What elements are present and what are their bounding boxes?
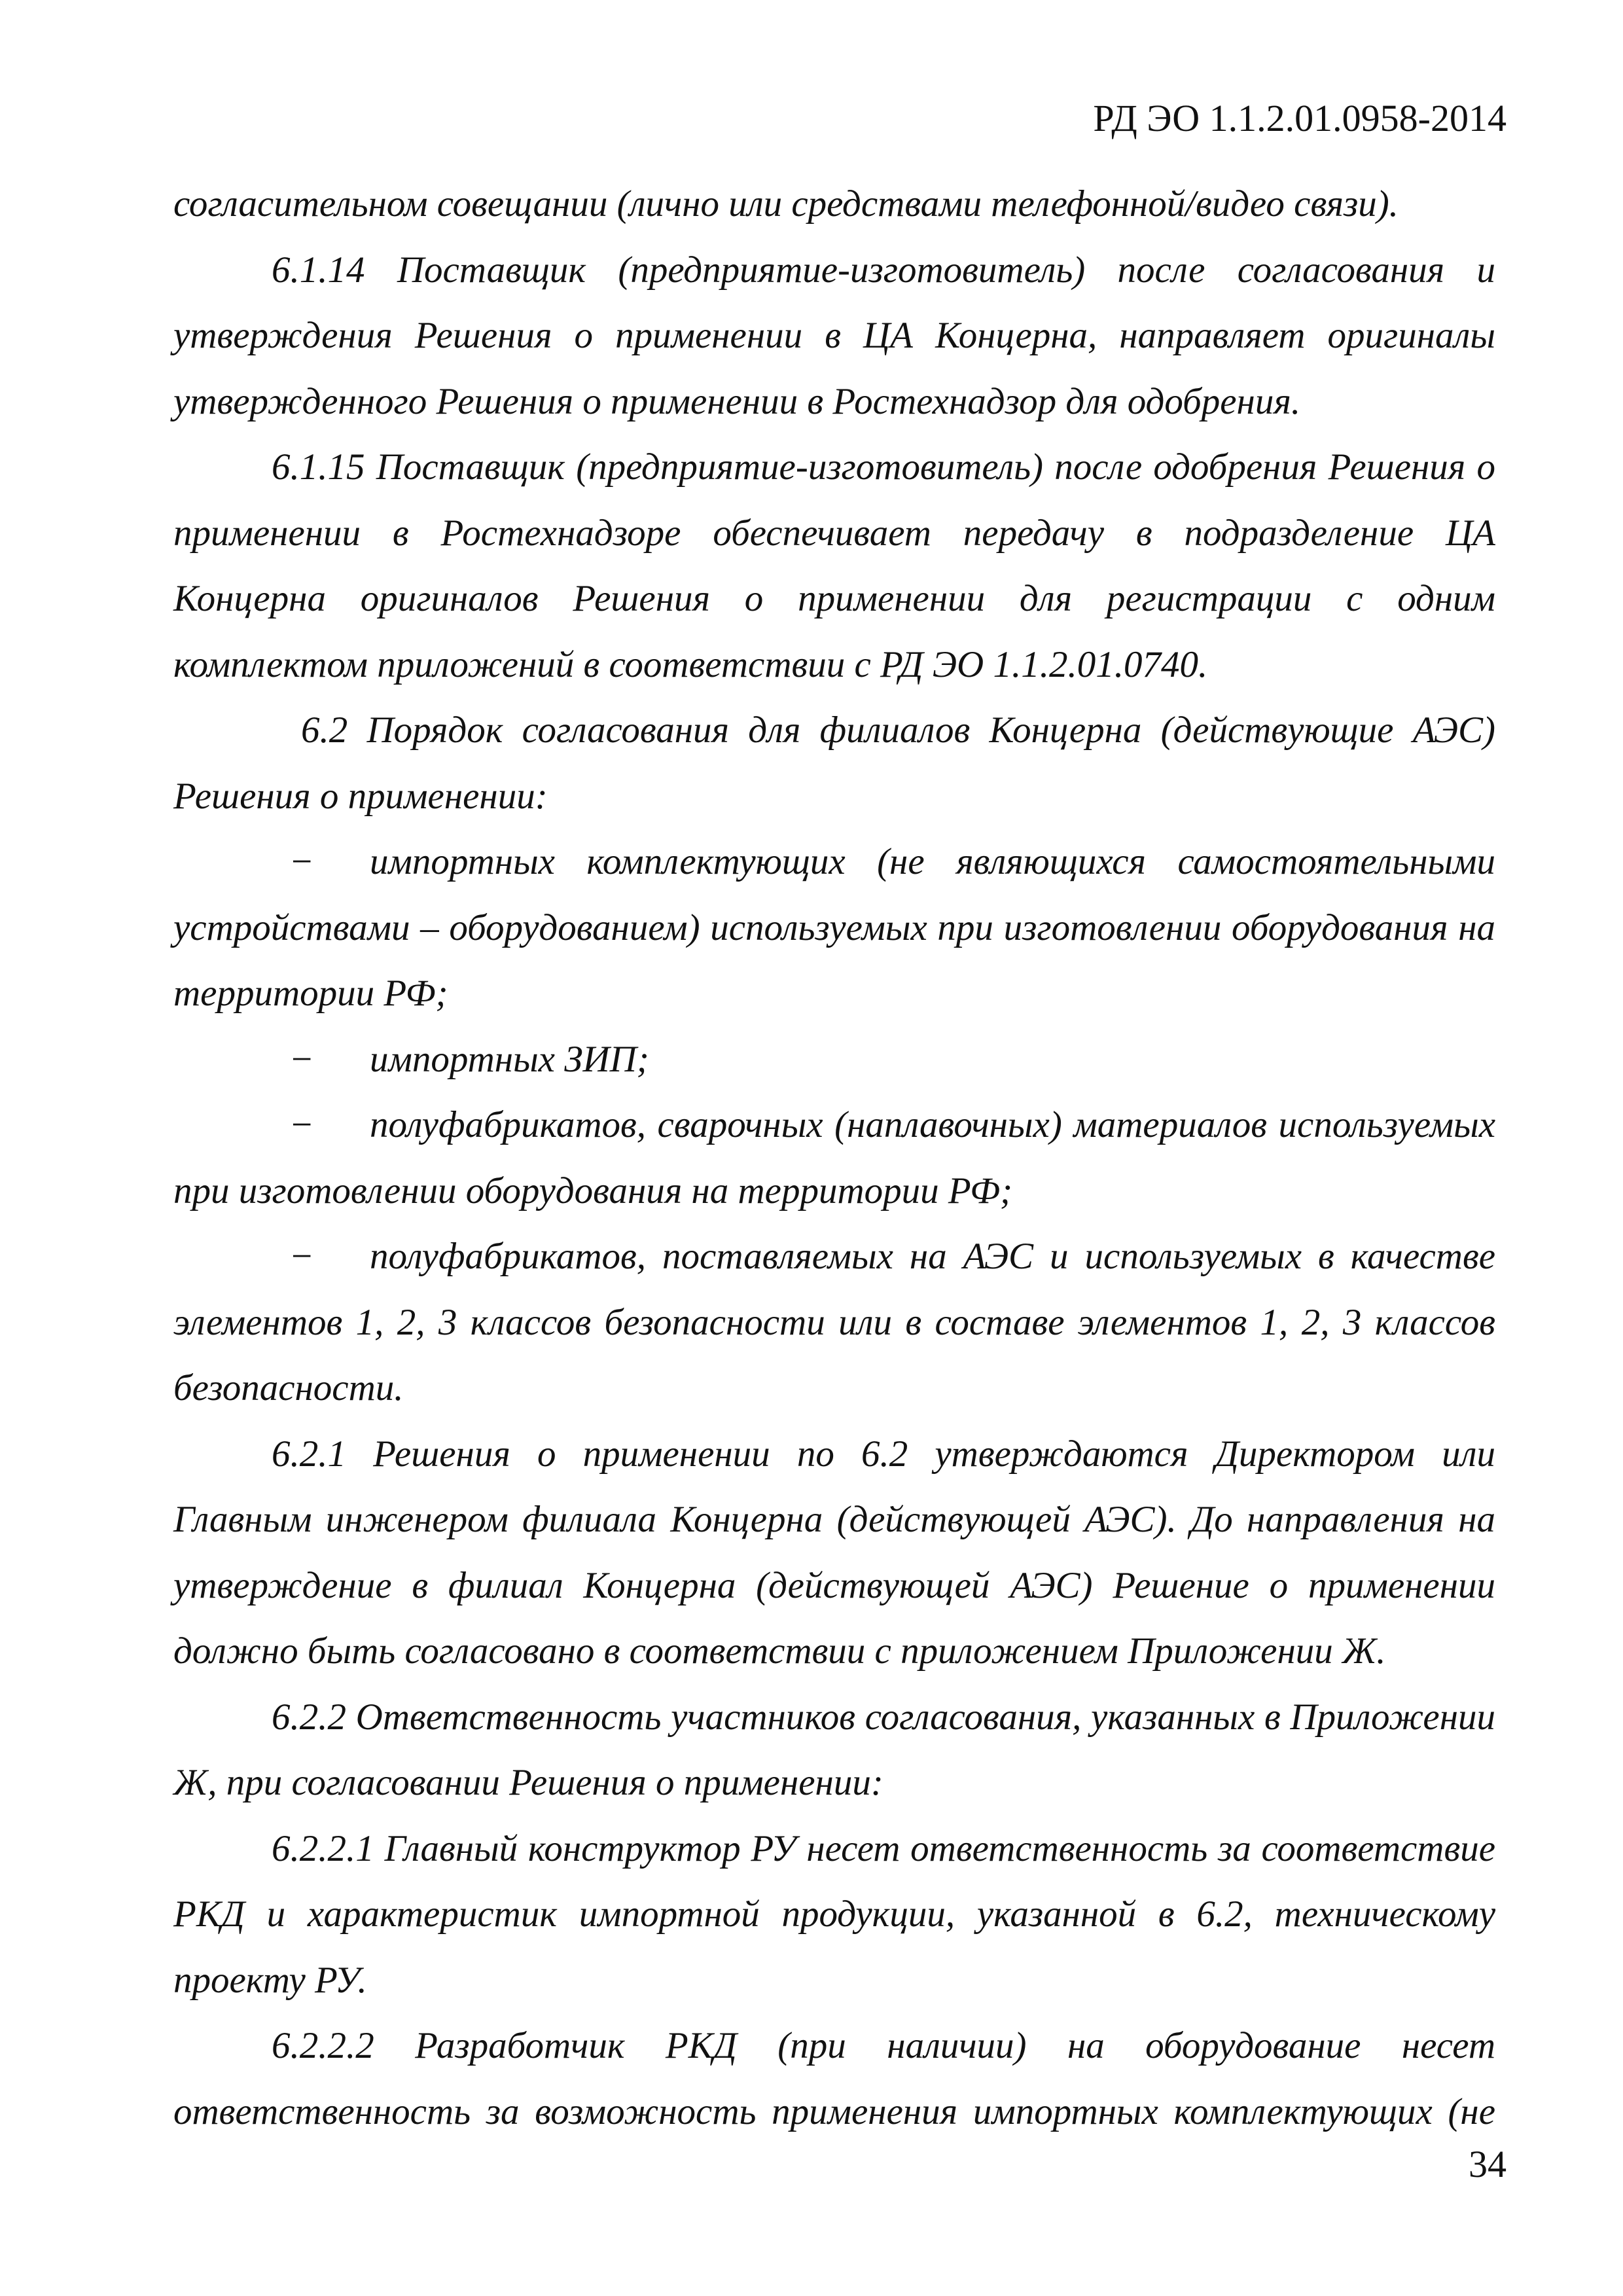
list-item-imported-components — [173, 829, 1495, 1027]
paragraph-6-1-14: 6.1.14 Поставщик (предприятие-изготовитель) после согласования и утверждения Решения о применении в ЦА Концерна, направляет оригиналы утвержденного Решения о применении в Ростехнадзор для одобрения. — [173, 249, 1495, 422]
paragraph-6-2-1: 6.2.1 Решения о применении по 6.2 утверждаются Директором или Главным инженером филиала Концерна (действующей АЭС). До направления на утверждение в филиал Концерна (действующей АЭС) Решение о применении должно быть согласовано в соответствии с приложением Приложении Ж. — [173, 1433, 1495, 1672]
dash-marker: − — [291, 1236, 313, 1277]
document-code-header: РД ЭО 1.1.2.01.0958-2014 — [1093, 97, 1507, 139]
list-item-text: импортных ЗИП; — [370, 1038, 649, 1080]
paragraph-6-2-2-2: 6.2.2.2 Разработчик РКД (при наличии) на оборудование несет ответственность за возможность применения импортных комплектующих (не — [173, 2025, 1495, 2132]
list-item-text: импортных комплектующих (не являющихся самостоятельными устройствами – оборудованием) используемых при изготовлении оборудования на территории РФ; — [173, 841, 1495, 1014]
dash-marker: − — [291, 1038, 313, 1080]
dash-marker: − — [291, 841, 313, 882]
list-item-text: полуфабрикатов, сварочных (наплавочных) материалов используемых при изготовлении оборудования на территории РФ; — [173, 1104, 1495, 1211]
list-item-text: полуфабрикатов, поставляемых на АЭС и используемых в качестве элементов 1, 2, 3 классов безопасности или в составе элементов 1, 2, 3 классов безопасности. — [173, 1236, 1495, 1408]
paragraph-6-2-2-1: 6.2.2.1 Главный конструктор РУ несет ответственность за соответствие РКД и характеристик импортной продукции, указанной в 6.2, техническому проекту РУ. — [173, 1827, 1495, 2001]
list-item-semi-finished-safety — [173, 1224, 1495, 1422]
paragraph-6-2: 6.2 Порядок согласования для филиалов Концерна (действующие АЭС) Решения о применении: — [173, 709, 1495, 817]
page-number: 34 — [1469, 2143, 1507, 2185]
document-body — [173, 171, 1495, 2145]
dash-marker: − — [291, 1104, 313, 1145]
paragraph-6-2-2: 6.2.2 Ответственность участников согласования, указанных в Приложении Ж, при согласовании Решения о применении: — [173, 1696, 1495, 1803]
paragraph-continuation: согласительном совещании (лично или средствами телефонной/видео связи). — [173, 183, 1399, 224]
paragraph-6-1-15: 6.1.15 Поставщик (предприятие-изготовитель) после одобрения Решения о применении в Ростехнадзоре обеспечивает передачу в подразделение ЦА Концерна оригиналов Решения о применении для регистрации с одним комплектом приложений в соответствии с РД ЭО 1.1.2.01.0740. — [173, 446, 1495, 685]
list-item-imported-spares — [173, 1027, 1495, 1093]
list-item-semi-finished-welding — [173, 1092, 1495, 1224]
